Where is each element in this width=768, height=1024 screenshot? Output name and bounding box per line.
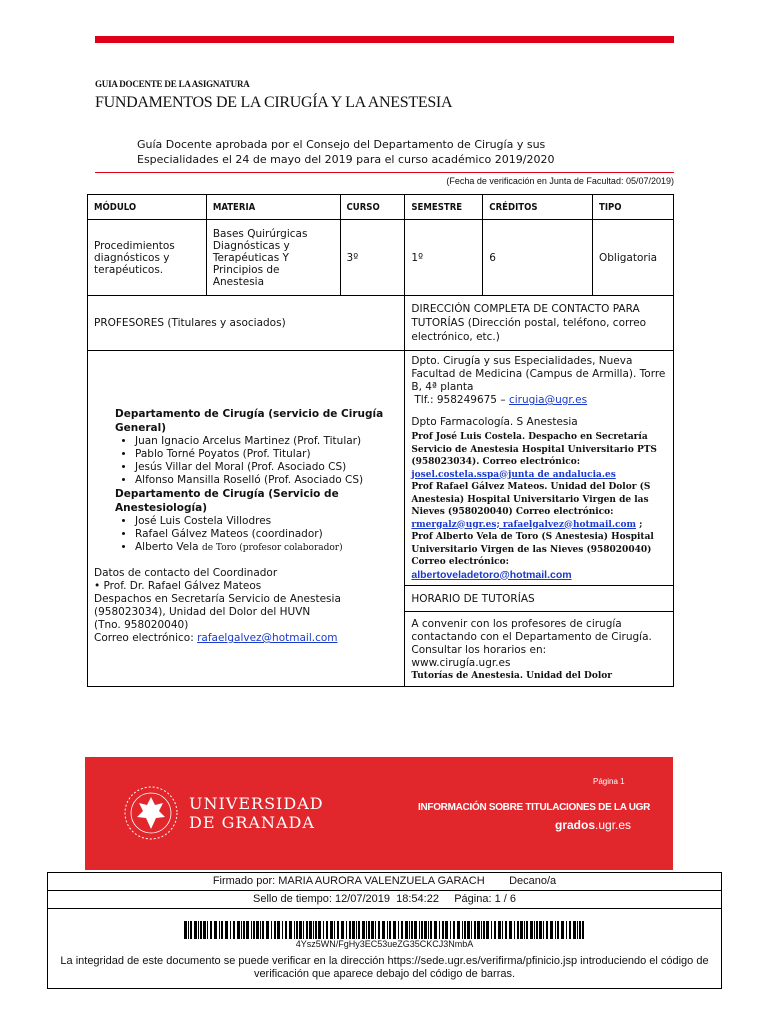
ugr-banner [85, 757, 673, 870]
barcode-bar [577, 921, 578, 939]
barcode-bar [251, 921, 252, 939]
barcode-bar [299, 921, 302, 939]
coord-office-2: (958023034), Unidad del Dolor del HUVN [94, 606, 311, 618]
barcode-bar [260, 921, 261, 939]
barcode-bar [530, 921, 533, 939]
barcode-bar [241, 921, 242, 939]
barcode-bar [494, 921, 496, 939]
barcode-bar [253, 921, 255, 939]
banner-info: INFORMACIÓN SOBRE TITULACIONES DE LA UGR [418, 802, 651, 813]
professors-contact-row [88, 351, 674, 586]
barcode-bar [393, 921, 396, 939]
barcode-bar [378, 921, 380, 939]
col-header-tipo: TIPO [593, 195, 674, 220]
barcode-bar [375, 921, 376, 939]
tutorias-url: www.cirugía.ugr.es [411, 657, 511, 669]
barcode-bar [569, 921, 571, 939]
tutorias-text: A convenir con los profesores de cirugía contactando con el Departamento de Cirugía. [411, 618, 652, 643]
barcode-bar [561, 921, 564, 939]
barcode-bar [464, 921, 466, 939]
barcode-bar [221, 921, 223, 939]
professors-label: PROFESORES (Titulares y asociados) [88, 296, 405, 351]
barcode-bar [411, 921, 413, 939]
barcode-bar [346, 921, 347, 939]
barcode-bar [546, 921, 548, 939]
coord-name: • Prof. Dr. Rafael Gálvez Mateos [94, 580, 262, 592]
barcode-bar [430, 921, 432, 939]
barcode-bar [313, 921, 314, 939]
barcode-bar [450, 921, 451, 939]
coord-email-link[interactable]: rafaelgalvez@hotmail.com [197, 632, 338, 644]
barcode-bar [566, 921, 567, 939]
list-item: • José Luis Costela Villodres [135, 515, 398, 528]
signature-box [47, 872, 722, 989]
barcode-bar [557, 921, 559, 939]
barcode-bar [389, 921, 391, 939]
coord-phone: (Tno. 958020040) [94, 619, 189, 631]
barcode-bar [330, 921, 333, 939]
timestamp: Sello de tiempo: 12/07/2019 18:54:22 Página: 1 / 6 [48, 891, 721, 909]
barcode-bar [262, 921, 264, 939]
barcode-bar [337, 921, 339, 939]
list-item: • Jesús Villar del Moral (Prof. Asociado CS) [135, 461, 398, 474]
barcode-bar [573, 921, 576, 939]
barcode-bar [405, 921, 408, 939]
barcode-bar [439, 921, 440, 939]
barcode-bar [579, 921, 581, 939]
barcode-bar [582, 921, 584, 939]
approval-line-1: Guía Docente aprobada por el Consejo del Departamento de Cirugía y sus [137, 138, 546, 151]
barcode-bar [524, 921, 525, 939]
barcode-bar [309, 921, 312, 939]
list-item: • Alfonso Mansilla Roselló (Prof. Asociado CS) [135, 474, 398, 487]
barcode-bar [274, 921, 276, 939]
university-name-line1: UNIVERSIDAD [189, 794, 324, 813]
barcode-bar [467, 921, 470, 939]
barcode-bar [225, 921, 228, 939]
list-item [135, 541, 398, 555]
barcode-bar [210, 921, 212, 939]
col-header-creditos: CRÉDITOS [483, 195, 593, 220]
barcode-bar [219, 921, 220, 939]
contact-details [411, 431, 667, 582]
tutorias-cell [405, 612, 674, 687]
barcode-bar [184, 921, 187, 939]
galvez-email-link[interactable]: rmergalz@ugr.es; rafaelgalvez@hotmail.com [411, 519, 636, 530]
barcode-bar [505, 921, 507, 939]
barcode-bar [486, 921, 489, 939]
grados-link[interactable] [555, 818, 631, 832]
contact-cell [405, 351, 674, 586]
barcode-bar [474, 921, 476, 939]
barcode-bar [323, 921, 324, 939]
barcode-bar [303, 921, 304, 939]
barcode-bar [188, 921, 189, 939]
barcode-bar [419, 921, 420, 939]
barcode-bar [256, 921, 259, 939]
tutorias-consultar: Consultar los horarios en: [411, 644, 547, 656]
coord-email-line [94, 632, 398, 645]
barcode-bar [362, 921, 365, 939]
barcode-bar [509, 921, 512, 939]
barcode-bar [536, 921, 538, 939]
barcode-bar [424, 921, 427, 939]
approval-line-2: Especialidades el 24 de mayo del 2019 para el curso académico 2019/2020 [137, 153, 555, 166]
barcode-bar [214, 921, 217, 939]
barcode-bar [266, 921, 269, 939]
dpto-farmacologia: Dpto Farmacología. S Anestesia [411, 416, 578, 428]
barcode-bar [203, 921, 206, 939]
col-header-modulo: MÓDULO [88, 195, 207, 220]
barcode-bar [237, 921, 240, 939]
barcode-bar [246, 921, 249, 939]
barcode-bar [198, 921, 199, 939]
col-header-materia: MATERIA [206, 195, 340, 220]
coord-label: Datos de contacto del Coordinador [94, 567, 278, 579]
barcode-bar [277, 921, 280, 939]
barcode-bar [271, 921, 272, 939]
barcode-bar [517, 921, 519, 939]
galvez-text: Prof Rafael Gálvez Mateos. Unidad del Dolor (S Anestesia) Hospital Universitario Virgen de las Nieves (958020040) Correo electrónico: [411, 482, 651, 517]
ugr-seal-icon [123, 785, 179, 841]
barcode-bar [539, 921, 542, 939]
barcode-bar [282, 921, 283, 939]
barcode-bar [502, 921, 503, 939]
barcode-bar [233, 921, 235, 939]
tlf-line [414, 394, 667, 407]
barcode-bar [387, 921, 388, 939]
list-item: • Juan Ignacio Arcelus Martinez (Prof. Titular) [135, 435, 398, 448]
barcode-bar [498, 921, 501, 939]
barcode-bar [491, 921, 492, 939]
barcode-bar [483, 921, 485, 939]
barcode-bar [550, 921, 553, 939]
cell-materia: Bases Quirúrgicas Diagnósticas y Terapéuticas Y Principios de Anestesia [206, 220, 340, 296]
table-row [88, 220, 674, 296]
barcode-bar [462, 921, 463, 939]
cell-creditos: 6 [483, 220, 593, 296]
barcode-bar [349, 921, 351, 939]
dept2-list [115, 515, 398, 555]
barcode-bar [294, 921, 295, 939]
signed-by: Firmado por: MARIA AURORA VALENZUELA GARACH Decano/a [48, 873, 721, 891]
cell-curso: 3º [340, 220, 405, 296]
vela-suffix: de Toro (profesor colaborador) [201, 543, 343, 553]
page-title: FUNDAMENTOS DE LA CIRUGÍA Y LA ANESTESIA [95, 94, 453, 111]
barcode-bar [409, 921, 410, 939]
barcode-bar [326, 921, 328, 939]
dept1-title: Departamento de Cirugía (servicio de Cirugía General) [115, 408, 384, 434]
barcode-icon [184, 921, 584, 939]
barcode-bar [442, 921, 444, 939]
contact-label: DIRECCIÓN COMPLETA DE CONTACTO PARA TUTORÍAS (Dirección postal, teléfono, correo electrónico, etc.) [405, 296, 674, 351]
tutorias-label: HORARIO DE TUTORÍAS [405, 586, 674, 612]
barcode-bar [398, 921, 399, 939]
dept1-list [115, 435, 398, 487]
galvez-separator: ; [639, 519, 643, 530]
barcode-bar [194, 921, 197, 939]
barcode-bar [445, 921, 448, 939]
university-name-line2: DE GRANADA [189, 813, 315, 832]
barcode-bar [341, 921, 344, 939]
barcode-bar [371, 921, 374, 939]
barcode-bar [477, 921, 480, 939]
barcode-bar [471, 921, 472, 939]
barcode-bar [200, 921, 202, 939]
list-item: • Pablo Torné Poyatos (Prof. Titular) [135, 448, 398, 461]
guide-label: GUIA DOCENTE DE LA ASIGNATURA [95, 79, 250, 89]
vela-text: Prof Alberto Vela de Toro (S Anestesia) Hospital Universitario Virgen de las Nieves (958020040) [411, 532, 654, 555]
course-info-table [87, 194, 674, 687]
barcode-bar [401, 921, 403, 939]
col-header-semestre: SEMESTRE [405, 195, 483, 220]
barcode-bar [318, 921, 321, 939]
barcode-bar [306, 921, 308, 939]
professors-cell [88, 351, 405, 687]
tlf-text: Tlf.: 958249675 – [414, 394, 506, 406]
barcode-bar [514, 921, 515, 939]
vela-email-link[interactable]: albertoveladetoro@hotmail.com [411, 568, 572, 581]
barcode-bar [190, 921, 192, 939]
cirugia-email-link[interactable]: cirugia@ugr.es [508, 394, 588, 406]
barcode-bar [358, 921, 360, 939]
grados-bold: grados [555, 818, 596, 832]
barcode-bar [368, 921, 370, 939]
barcode-bar [421, 921, 423, 939]
barcode-bar [243, 921, 245, 939]
tutorias-anestesia: Tutorías de Anestesia. Unidad del Dolor [411, 671, 613, 681]
red-divider [95, 172, 674, 173]
barcode-bar [382, 921, 385, 939]
barcode-bar [207, 921, 208, 939]
barcode-bar [457, 921, 460, 939]
vela-email-label: Correo electrónico: [411, 557, 509, 567]
costela-email-link[interactable]: josel.costela.sspa@junta de andalucia.es [411, 469, 616, 480]
barcode-bar [334, 921, 335, 939]
grados-rest: .ugr.es [595, 818, 632, 832]
integrity-note: La integridad de este documento se puede verificar en la dirección https://sede.ugr.es/verifirma/pfinicio.jsp introduciendo el código de verificación que aparece debajo del código de barras. [60, 955, 709, 980]
barcode-bar [296, 921, 298, 939]
barcode-bar [315, 921, 317, 939]
barcode-bar [366, 921, 367, 939]
list-item: • Rafael Gálvez Mateos (coordinador) [135, 528, 398, 541]
barcode-bar [526, 921, 528, 939]
barcode-bar [481, 921, 482, 939]
barcode-bar [453, 921, 455, 939]
barcode-bar [289, 921, 292, 939]
col-header-curso: CURSO [340, 195, 405, 220]
dpto-cirugia: Dpto. Cirugía y sus Especialidades, Nueva Facultad de Medicina (Campus de Armilla). Torre B, 4ª planta [411, 355, 666, 393]
barcode-bar [534, 921, 535, 939]
barcode-bar [428, 921, 429, 939]
barcode-bar [555, 921, 556, 939]
costela-text: Prof José Luis Costela. Despacho en Secretaría Servicio de Anestesia Hospital Universitario PTS (958023034). Correo electrónico: [411, 432, 657, 467]
coord-email-label: Correo electrónico: [94, 632, 194, 644]
top-red-bar [95, 36, 674, 43]
dept2-title: Departamento de Cirugía (Servicio de Anestesiología) [115, 488, 339, 514]
table-header-row [88, 195, 674, 220]
barcode-bar [230, 921, 231, 939]
cell-tipo: Obligatoria [593, 220, 674, 296]
barcode-bar [414, 921, 417, 939]
cell-semestre: 1º [405, 220, 483, 296]
vela-name: Alberto Vela [135, 541, 199, 553]
banner-page: Página 1 [593, 777, 625, 786]
section-header-row [88, 296, 674, 351]
barcode-bar [434, 921, 437, 939]
cell-modulo: Procedimientos diagnósticos y terapéuticos. [88, 220, 207, 296]
verification-date: (Fecha de verificación en Junta de Facultad: 05/07/2019) [446, 176, 674, 186]
barcode-bar [520, 921, 523, 939]
barcode-bar [543, 921, 544, 939]
barcode-bar [356, 921, 357, 939]
barcode-bar [352, 921, 355, 939]
barcode-bar [285, 921, 287, 939]
approval-note [137, 137, 677, 167]
verification-code: 4Ysz5WN/FgHy3EC53ueZG35CKCJ3NmbA [295, 939, 474, 949]
coord-office-1: Despachos en Secretaría Servicio de Anestesia [94, 593, 341, 605]
